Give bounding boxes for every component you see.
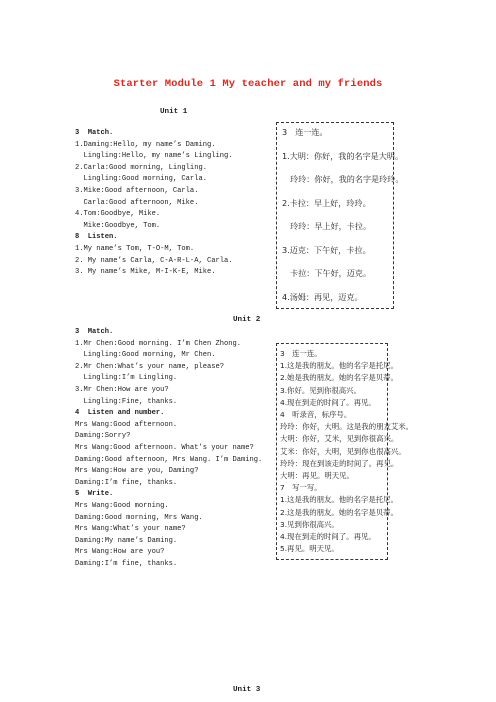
dialogue-line: Daming:My name’s Daming. <box>75 536 178 545</box>
section-heading: 4 Listen and number. <box>75 409 165 418</box>
translation-line: 7 写一写。 <box>280 483 322 493</box>
dialogue-line: Mrs Wang:How are you? <box>75 548 165 557</box>
translation-line: 3.见到你很高兴。 <box>280 519 339 529</box>
translation-line: 4.现在到走的时间了。再见。 <box>280 397 376 407</box>
dialogue-line: 1.My name’s Tom, T-O-M, Tom. <box>75 244 195 253</box>
translation-line: 1.大明：你好，我的名字是大明。 <box>282 150 404 161</box>
translation-line: 3.你好。见到你很高兴。 <box>280 385 361 395</box>
unit1-heading: Unit 1 <box>160 108 188 116</box>
dialogue-line: Daming:I’m fine, thanks. <box>75 478 178 487</box>
dialogue-line: Mrs Wang:Good morning. <box>75 501 169 510</box>
dialogue-line: Mrs Wang:Good afternoon. <box>75 420 178 429</box>
translation-line: 2.她是我的朋友。她的名字是贝蒂。 <box>280 373 398 383</box>
translation-line: 玲玲：你好，大明。这是我的朋友艾米。 <box>280 422 414 432</box>
translation-line: 玲玲：现在到该走的时间了。再见。 <box>280 458 399 468</box>
dialogue-line: 1.Mr Chen:Good morning. I’m Chen Zhong. <box>75 339 242 348</box>
translation-box-unit2 <box>276 343 414 560</box>
dialogue-line: 3. My name’s Mike, M-I-K-E, Mike. <box>75 268 216 277</box>
section-heading: 5 Write. <box>75 490 114 499</box>
dialogue-line: Lingling:Fine, thanks. <box>75 397 178 406</box>
dialogue-line: Daming:Good morning, Mrs Wang. <box>75 513 203 522</box>
translation-line: 4.现在到走的时间了。再见。 <box>280 532 376 541</box>
dialogue-line: Lingling:I’m Lingling. <box>75 374 178 383</box>
translation-line: 4 听录音，标序号。 <box>280 410 352 419</box>
translation-line: 艾米：你好，大明，见到你也很高兴。 <box>280 446 406 456</box>
dialogue-line: Lingling:Good morning, Mr Chen. <box>75 351 216 360</box>
dialogue-line: 4.Tom:Goodbye, Mike. <box>75 210 161 219</box>
dialogue-line: Mrs Wang:Good afternoon. What’s your name? <box>75 443 254 452</box>
translation-line: 1.这是我的朋友。他的名字是托尼。 <box>280 495 398 505</box>
translation-line: 3 连一连。 <box>280 349 322 358</box>
dialogue-line: 3.Mr Chen:How are you? <box>75 385 169 394</box>
page-title: Starter Module 1 My teacher and my friends <box>113 78 383 90</box>
translation-line: 大明：再见。明天见。 <box>280 471 354 480</box>
dialogue-line: 2.Mr Chen:What’s your name, please? <box>75 362 224 371</box>
section-heading: 3 Match. <box>75 328 114 336</box>
translation-line: 1.这是我的朋友。他的名字是托尼。 <box>280 361 398 371</box>
dialogue-line: Lingling:Hello, my name’s Lingling. <box>75 152 233 161</box>
translation-line: 3.迈克：下午好，卡拉。 <box>282 244 371 255</box>
translation-line: 玲玲：你好，我的名字是玲玲。 <box>282 174 404 184</box>
dialogue-line: 2. My name’s Carla, C-A-R-L-A, Carla. <box>75 256 233 265</box>
dialogue-line: Mrs Wang:How are you, Daming? <box>75 467 199 476</box>
dialogue-line: Daming:Good afternoon, Mrs Wang. I’m Daming. <box>75 455 263 464</box>
dialogue-line: 2.Carla:Good morning, Lingling. <box>75 163 207 172</box>
translation-line: 大明：你好，艾米，见到你很高兴。 <box>280 434 399 444</box>
dialogue-line: Mike:Goodbye, Tom. <box>75 221 161 230</box>
section-heading: 8 Listen. <box>75 233 118 242</box>
translation-line: 卡拉：下午好，迈克。 <box>282 268 372 278</box>
translation-box-unit1 <box>276 122 404 309</box>
unit1-body <box>75 128 233 279</box>
dialogue-line: 3.Mike:Good afternoon, Carla. <box>75 186 199 195</box>
dialogue-line: Lingling:Good morning, Carla. <box>75 175 207 184</box>
section-heading: 3 Match. <box>75 129 114 137</box>
dialogue-line: Daming:I’m fine, thanks. <box>75 559 178 568</box>
dialogue-line: Mrs Wang:What’s your name? <box>75 525 186 534</box>
translation-line: 5.再见。明天见。 <box>280 544 339 554</box>
unit2-body <box>75 327 262 570</box>
unit2-heading: Unit 2 <box>233 316 261 324</box>
dialogue-line: 1.Daming:Hello, my name’s Daming. <box>75 140 216 149</box>
translation-line: 2.这是我的朋友。她的名字是贝蒂。 <box>280 507 398 517</box>
translation-line: 2.卡拉：早上好，玲玲。 <box>282 197 371 208</box>
translation-line: 玲玲：早上好，卡拉。 <box>282 221 372 231</box>
dialogue-line: Carla:Good afternoon, Mike. <box>75 198 199 207</box>
dialogue-line: Daming:Sorry? <box>75 432 131 441</box>
translation-line: 3 连一连。 <box>282 127 328 137</box>
translation-line: 4.汤姆：再见，迈克。 <box>282 291 363 302</box>
unit3-heading: Unit 3 <box>233 686 261 694</box>
